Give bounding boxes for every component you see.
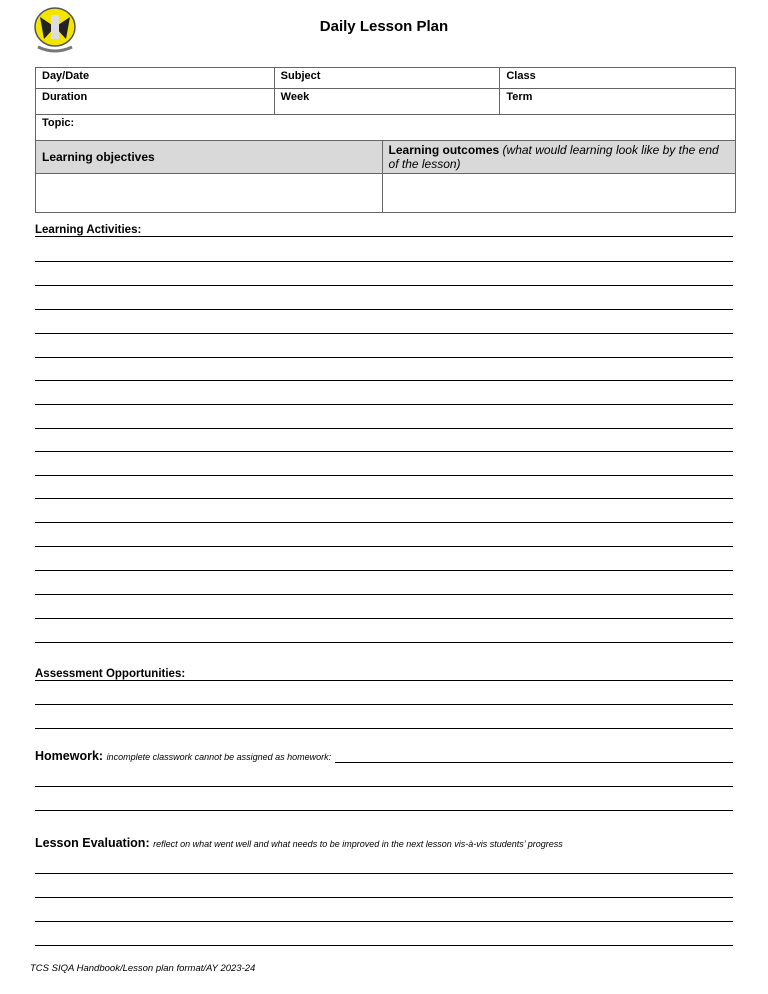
term-field[interactable]: Term — [500, 89, 736, 115]
footer-text: TCS SIQA Handbook/Lesson plan format/AY 2023-24 — [30, 963, 256, 974]
writing-line[interactable] — [35, 309, 733, 310]
learning-objectives-input[interactable] — [36, 174, 383, 213]
writing-line[interactable] — [35, 618, 733, 619]
evaluation-title: Lesson Evaluation: — [35, 836, 150, 850]
writing-line[interactable] — [35, 236, 733, 237]
writing-line[interactable] — [35, 921, 733, 922]
writing-line[interactable] — [35, 333, 733, 334]
writing-line[interactable] — [35, 570, 733, 571]
writing-line[interactable] — [35, 498, 733, 499]
writing-line[interactable] — [35, 642, 733, 643]
outcomes-label: Learning outcomes — [388, 143, 500, 157]
learning-objectives-header: Learning objectives — [36, 141, 383, 174]
learning-outcomes-input[interactable] — [382, 174, 735, 213]
writing-line[interactable] — [35, 546, 733, 547]
lesson-info-table — [35, 67, 736, 213]
writing-line[interactable] — [35, 680, 733, 681]
outcomes-note: (what would learning look like by the end of the lesson) — [388, 143, 719, 171]
writing-line[interactable] — [35, 945, 733, 946]
topic-field[interactable]: Topic: — [36, 115, 736, 141]
writing-line[interactable] — [35, 261, 733, 262]
homework-label — [35, 749, 335, 763]
writing-line[interactable] — [35, 451, 733, 452]
writing-line[interactable] — [35, 380, 733, 381]
writing-line[interactable] — [35, 357, 733, 358]
writing-line[interactable] — [35, 522, 733, 523]
writing-line[interactable] — [35, 873, 733, 874]
writing-line[interactable] — [35, 786, 733, 787]
homework-note: incomplete classwork cannot be assigned as homework: — [106, 752, 332, 762]
writing-line[interactable] — [35, 704, 733, 705]
writing-line[interactable] — [35, 404, 733, 405]
writing-line[interactable] — [35, 285, 733, 286]
class-field[interactable]: Class — [500, 68, 736, 89]
week-field[interactable]: Week — [274, 89, 500, 115]
page-title: Daily Lesson Plan — [319, 18, 449, 35]
homework-title: Homework: — [35, 749, 104, 763]
lesson-evaluation-label — [35, 836, 567, 850]
assessment-label: Assessment Opportunities: — [35, 668, 189, 680]
writing-line[interactable] — [35, 728, 733, 729]
evaluation-note: reflect on what went well and what needs to be improved in the next lesson vis-à-vis students’ progress — [153, 839, 563, 849]
day-date-field[interactable]: Day/Date — [36, 68, 275, 89]
writing-line[interactable] — [35, 810, 733, 811]
writing-line[interactable] — [35, 897, 733, 898]
writing-line[interactable] — [35, 594, 733, 595]
learning-activities-label: Learning Activities: — [35, 224, 145, 236]
duration-field[interactable]: Duration — [36, 89, 275, 115]
writing-line[interactable] — [35, 428, 733, 429]
learning-outcomes-header — [382, 141, 735, 174]
subject-field[interactable]: Subject — [274, 68, 500, 89]
writing-line[interactable] — [35, 475, 733, 476]
